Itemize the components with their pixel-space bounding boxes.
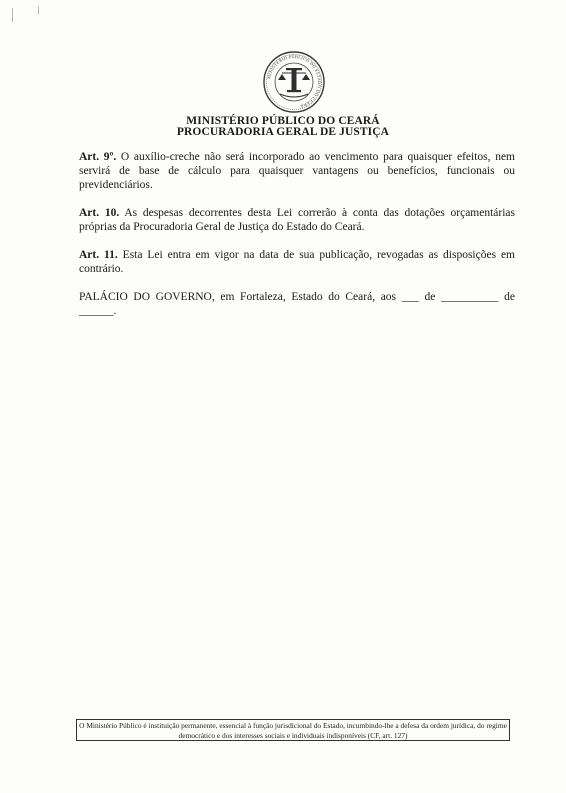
article-label: Art. 9º. — [79, 151, 117, 163]
scan-mark — [38, 6, 39, 14]
article-label: Art. 10. — [79, 207, 120, 219]
document-body — [79, 150, 515, 318]
article-10 — [79, 206, 515, 234]
header-procuradoria: PROCURADORIA GERAL DE JUSTIÇA — [176, 126, 390, 138]
closing-line: PALÁCIO DO GOVERNO, em Fortaleza, Estado do Ceará, aos ___ de __________ de ______. — [79, 291, 515, 317]
article-9 — [79, 150, 515, 192]
article-text: O auxílio-creche não será incorporado ao vencimento para quaisquer efeitos, nem servirá de base de cálculo para quaisquer vantagens ou benefícios, funcionais ou previdenciários. — [79, 151, 515, 191]
header-ministerio: MINISTÉRIO PÚBLICO DO CEARÁ — [186, 115, 380, 127]
article-text: Esta Lei entra em vigor na data de sua publicação, revogadas as disposições em contrário. — [79, 249, 515, 275]
article-label: Art. 11. — [79, 249, 118, 261]
official-seal-icon — [262, 50, 326, 114]
seal-ring-text: MINISTÉRIO PÚBLICO DO ESTADO DO CEARÁ — [266, 53, 323, 110]
footer-note: O Ministério Público é instituição permanente, essencial à função jurisdicional do Estado, incumbindo-lhe a defesa da ordem jurídica, do regime democrático e dos interesses sociais e individuais indisponíveis (CF, art. 127) — [76, 719, 510, 741]
article-11 — [79, 248, 515, 276]
scan-mark — [12, 8, 13, 22]
article-text: As despesas decorrentes desta Lei correrão à conta das dotações orçamentárias próprias da Procuradoria Geral de Justiça do Estado do Ceará. — [79, 207, 515, 233]
